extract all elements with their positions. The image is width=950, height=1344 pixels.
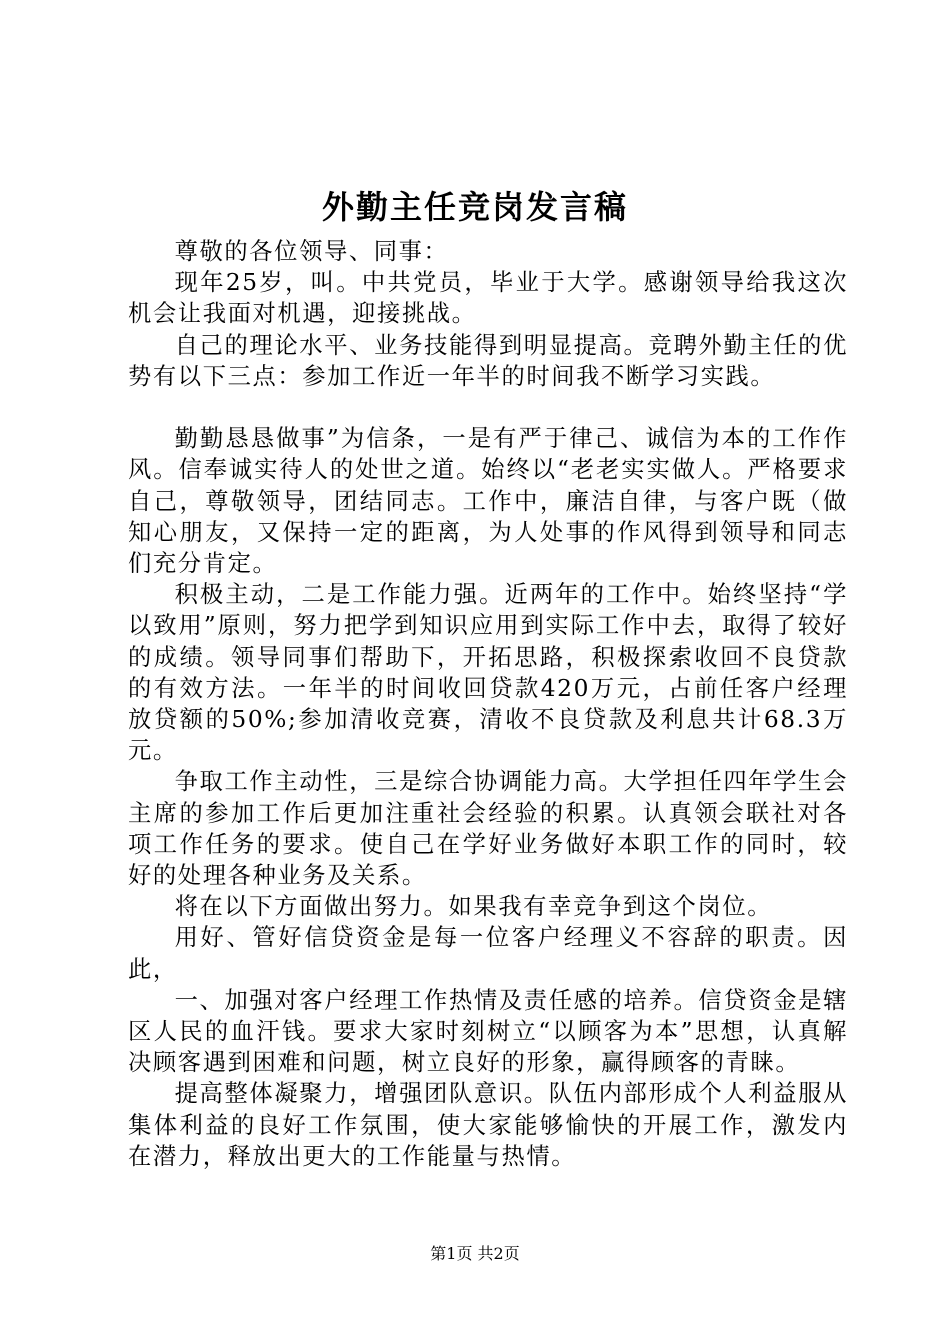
paragraph-spacer <box>128 392 848 423</box>
introduction-paragraph: 现年25岁，叫。中共党员，毕业于大学。感谢领导给我这次机会让我面对机遇，迎接挑战。 <box>128 269 848 328</box>
responsibility-paragraph: 用好、管好信贷资金是每一位客户经理义不容辞的职责。因此， <box>128 924 848 983</box>
advantages-paragraph: 自己的理论水平、业务技能得到明显提高。竞聘外勤主任的优势有以下三点：参加工作近一年半的时间我不断学习实践。 <box>128 331 848 390</box>
salutation-paragraph: 尊敬的各位领导、同事： <box>174 238 449 265</box>
page-number: 第1页 共2页 <box>430 1244 520 1263</box>
teamwork-paragraph: 提高整体凝聚力，增强团队意识。队伍内部形成个人利益服从集体利益的良好工作氛围，使大家能够愉快的开展工作，激发内在潜力，释放出更大的工作能量与热情。 <box>128 1080 848 1170</box>
document-title: 外勤主任竞岗发言稿 <box>321 188 628 226</box>
point-one-paragraph: 一、加强对客户经理工作热情及责任感的培养。信贷资金是辖区人民的血汗钱。要求大家时刻树立“以顾客为本”思想，认真解决顾客遇到困难和问题，树立良好的形象，赢得顾客的青睐。 <box>128 986 848 1077</box>
efforts-paragraph: 将在以下方面做出努力。如果我有幸竞争到这个岗位。 <box>174 893 773 921</box>
document-body <box>128 236 848 1172</box>
work-ability-paragraph: 积极主动，二是工作能力强。近两年的工作中。始终坚持“学以致用”原则，努力把学到知识应用到实际工作中去，取得了较好的成绩。领导同事们帮助下，开拓思路，积极探索收回不良贷款的有效方法。一年半的时间收回贷款420万元，占前任客户经理放贷额的50%;参加清收竞赛，清收不良贷款及利息共计68.3万元。 <box>128 581 848 765</box>
work-style-paragraph: 勤勤恳恳做事”为信条，一是有严于律己、诚信为本的工作作风。信奉诚实待人的处世之道。始终以“老老实实做人。严格要求自己，尊敬领导，团结同志。工作中，廉洁自律，与客户既（做知心朋友，又保持一定的距离，为人处事的作风得到领导和同志们充分肯定。 <box>128 425 848 578</box>
coordination-paragraph: 争取工作主动性，三是综合协调能力高。大学担任四年学生会主席的参加工作后更加注重社会经验的积累。认真领会联社对各项工作任务的要求。使自己在学好业务做好本职工作的同时，较好的处理各种业务及关系。 <box>128 768 848 890</box>
